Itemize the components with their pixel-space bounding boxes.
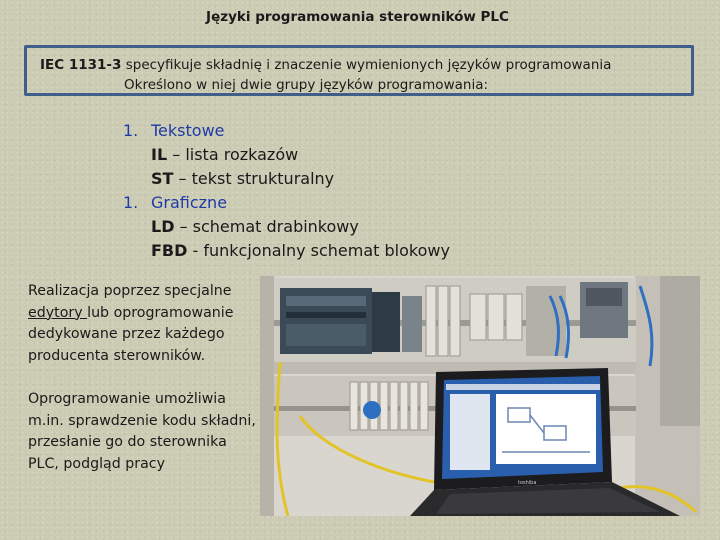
iec-line-1-text: specyfikuje składnię i znaczenie wymienionych języków programowania <box>121 57 612 73</box>
paragraph-software: Oprogramowanie umożliwia m.in. sprawdzenie kodu składni, przesłanie go do sterownika PLC, podgląd pracy <box>28 391 256 472</box>
photo-illustration <box>260 276 700 516</box>
item-abbr: IL <box>151 145 168 164</box>
language-groups-list <box>123 119 450 263</box>
para1-underlined: edytory <box>28 304 88 321</box>
item-desc: – lista rozkazów <box>167 145 299 164</box>
iec-standard-box <box>24 45 694 96</box>
slide-title: Języki programowania sterowników PLC <box>206 9 509 25</box>
laptop-brand-logo: toshiba <box>518 480 537 486</box>
group-number: 1. <box>123 193 139 212</box>
group-name-graphical: Graficzne <box>151 193 228 212</box>
item-abbr: LD <box>151 217 175 236</box>
item-desc: - funkcjonalny schemat blokowy <box>187 241 450 260</box>
group-textual <box>123 119 450 143</box>
para1-start: Realizacja poprzez specjalne <box>28 283 232 299</box>
group-name-textual: Tekstowe <box>151 121 225 140</box>
iec-line-1 <box>40 55 611 75</box>
list-item-fbd <box>123 239 450 263</box>
item-desc: – schemat drabinkowy <box>174 217 359 236</box>
iec-line-2: Określono w niej dwie grupy języków programowania: <box>124 77 489 93</box>
iec-standard-name: IEC 1131-3 <box>40 57 122 73</box>
list-item-il <box>123 143 450 167</box>
plc-cabinet-with-laptop-photo <box>260 276 700 516</box>
group-graphical <box>123 191 450 215</box>
list-item-ld <box>123 215 450 239</box>
group-number: 1. <box>123 121 139 140</box>
paragraph-editors <box>28 281 256 367</box>
description-text <box>28 281 256 475</box>
para1-rest: lub oprogramowanie dedykowane przez każdego producenta sterowników. <box>28 304 234 364</box>
item-desc: – tekst strukturalny <box>173 169 335 188</box>
item-abbr: FBD <box>151 241 188 260</box>
item-abbr: ST <box>151 169 174 188</box>
list-item-st <box>123 167 450 191</box>
